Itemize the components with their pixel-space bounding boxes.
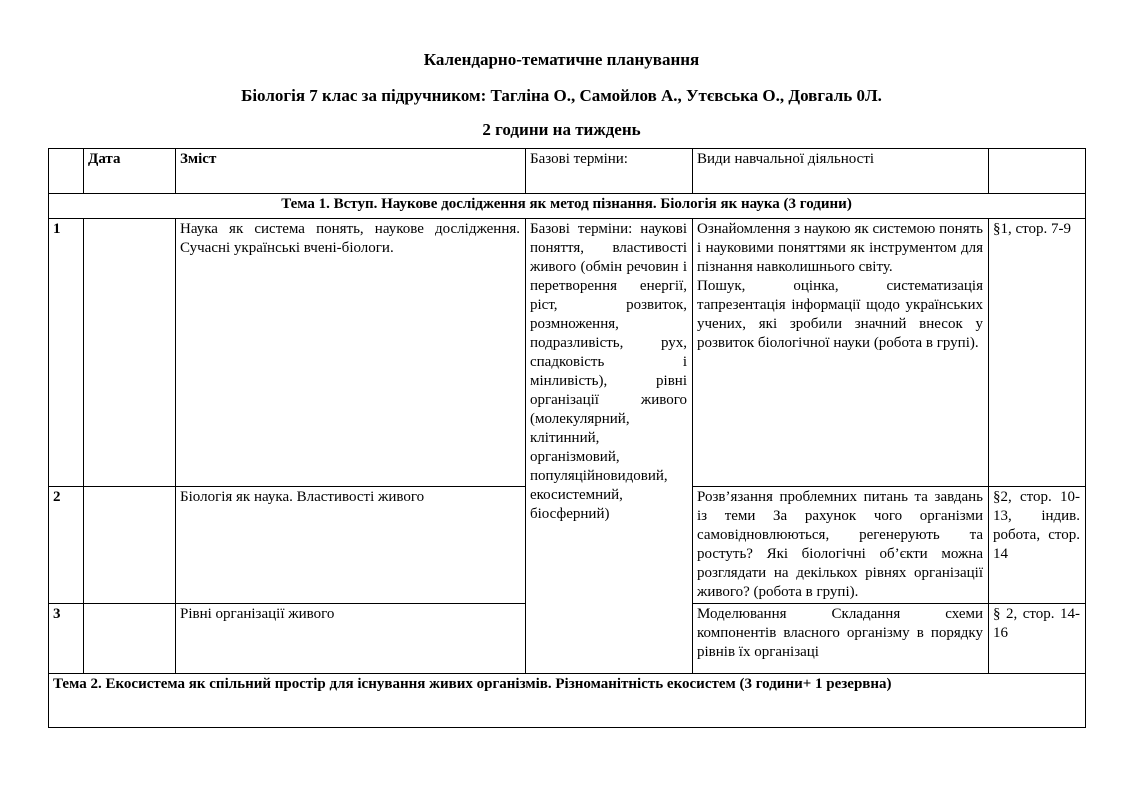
activity-paragraph: Пошук, оцінка, систематизація тапрезентація інформації щодо українських учених, які зробили значний внесок у розвиток біологічної науки (робота в групі). (697, 278, 983, 351)
page-subtitle: Біологія 7 клас за підручником: Тагліна О., Самойлов А., Утєвська О., Довгаль 0Л. (241, 86, 882, 105)
lesson-date-cell (84, 487, 176, 604)
page-title: Календарно-тематичне планування (423, 50, 700, 69)
theme2-cell: Тема 2. Екосистема як спільний простір для існування живих організмів. Різноманітність екосистем (3 години+ 1 резервна) (49, 674, 1086, 728)
planning-table (48, 148, 1086, 728)
lesson-content: Рівні організації живого (176, 604, 526, 674)
ref-cell: §1, стор. 7-9 (989, 219, 1086, 487)
header-date-cell: Дата (84, 149, 176, 194)
header-activities-cell: Види навчальної діяльності (693, 149, 989, 194)
header-terms-cell: Базові терміни: (526, 149, 693, 194)
lesson-number: 1 (49, 219, 84, 487)
header-ref-cell (989, 149, 1086, 194)
theme1-row (49, 194, 1086, 219)
lesson-number: 2 (49, 487, 84, 604)
lesson-date-cell (84, 219, 176, 487)
page-hours: 2 години на тиждень (482, 120, 641, 139)
lesson-content: Наука як система понять, наукове дослідження. Сучасні українські вчені-біологи. (176, 219, 526, 487)
activities-cell (693, 219, 989, 487)
lesson-number: 3 (49, 604, 84, 674)
theme2-row (49, 674, 1086, 728)
activity-paragraph: Ознайомлення з наукою як системою понять і науковими поняттями як інструментом для пізнання навколишнього світу. (697, 221, 983, 275)
header-row (49, 149, 1086, 194)
terms-cell: Базові терміни: наукові поняття, властивості живого (обмін речовин і перетворення енергії, ріст, розвиток, розмноження, подразливість, рух, спадковість і мінливість), рівні організації живого (молекулярний, клітинний, організмовий, популяційновидовий, екосистемний, біосферний) (526, 219, 693, 674)
theme1-cell: Тема 1. Вступ. Наукове дослідження як метод пізнання. Біологія як наука (3 години) (49, 194, 1086, 219)
lesson-content: Біологія як наука. Властивості живого (176, 487, 526, 604)
header-num-cell (49, 149, 84, 194)
ref-cell: § 2, стор. 14-16 (989, 604, 1086, 674)
activities-cell: Розв’язання проблемних питань та завдань із теми За рахунок чого організми самовідновлюються, регенерують та ростуть? Які біологічні об’єкти можна розглядати на декількох рівнях організації живого? (робота в групі). (693, 487, 989, 604)
lesson-date-cell (84, 604, 176, 674)
lesson-row-1 (49, 219, 1086, 487)
activities-cell: Моделювання Складання схеми компонентів власного організму в порядку рівнів їх організаці (693, 604, 989, 674)
header-content-cell: Зміст (176, 149, 526, 194)
ref-cell: §2, стор. 10-13, індив. робота, стор. 14 (989, 487, 1086, 604)
